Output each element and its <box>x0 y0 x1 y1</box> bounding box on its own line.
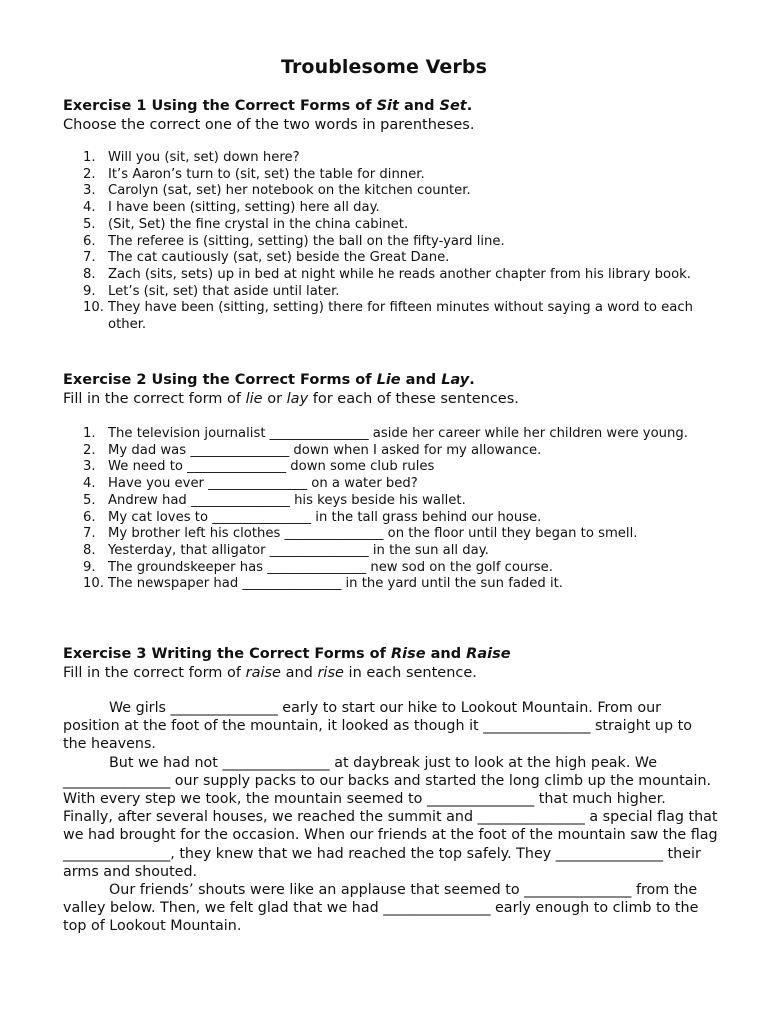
item-text: I have been (sitting, setting) here all day. <box>108 200 380 216</box>
item-text: The newspaper had _______________ in the yard until the sun faded it. <box>108 576 564 592</box>
item-text: They have been (sitting, setting) there for fifteen minutes without saying a word to each other. <box>108 300 693 333</box>
exercise-3-heading <box>63 644 718 664</box>
exercise-1-heading-text: Exercise 1 Using the Correct Forms of <box>63 98 377 114</box>
exercise-2-heading-period: . <box>469 372 475 388</box>
exercise-1-list <box>63 150 718 334</box>
item-number: 8. <box>83 542 96 558</box>
item-text: Carolyn (sat, set) her notebook on the kitchen counter. <box>108 183 471 199</box>
exercise-1-heading <box>63 96 718 116</box>
item-number: 10. <box>83 576 104 592</box>
exercise-3-instruction-rise: rise <box>317 665 344 681</box>
item-number: 4. <box>83 476 96 492</box>
item-text: Zach (sits, sets) up in bed at night while he reads another chapter from his library book. <box>108 266 691 282</box>
list-item <box>63 217 718 234</box>
exercise-2-heading-text: Exercise 2 Using the Correct Forms of <box>63 372 377 388</box>
exercise-3-word-raise: Raise <box>466 646 511 662</box>
list-item <box>63 560 718 577</box>
exercise-1-instruction: Choose the correct one of the two words in parentheses. <box>63 117 475 133</box>
item-text: Andrew had _______________ his keys beside his wallet. <box>108 492 466 508</box>
list-item <box>63 476 718 493</box>
item-text: My dad was _______________ down when I asked for my allowance. <box>108 442 542 458</box>
list-item <box>63 234 718 251</box>
exercise-3-paragraph-3: Our friends’ shouts were like an applause that seemed to _______________ from the valley below. Then, we felt glad that we had _______________ early enough to climb to the top of Lookout Mountain. <box>63 882 699 935</box>
list-item <box>63 300 718 333</box>
exercise-1 <box>63 96 718 334</box>
item-text: Yesterday, that alligator _______________ in the sun all day. <box>108 542 489 558</box>
item-text: Have you ever _______________ on a water bed? <box>108 476 418 492</box>
exercise-3-paragraph-2: But we had not _______________ at daybreak just to look at the high peak. We _______________ our supply packs to our backs and started the long climb up the mountain. With every step we took, the mountain seemed to _______________ that much higher. Finally, after several houses, we reached the summit and _______________ a special flag that we had brought for the occasion. When our friends at the foot of the mountain saw the flag _______________, they knew that we had reached the top safely. They _______________ their arms and shouted. <box>63 754 718 880</box>
item-number: 5. <box>83 216 96 232</box>
item-number: 3. <box>83 183 96 199</box>
exercise-2-instruction-end: for each of these sentences. <box>308 391 519 407</box>
list-item <box>63 576 718 593</box>
list-item <box>63 493 718 510</box>
exercise-2-instruction-text: Fill in the correct form of <box>63 391 246 407</box>
exercise-2-instruction <box>63 390 718 409</box>
exercise-2-instruction-lay: lay <box>286 391 309 407</box>
list-item <box>63 150 718 167</box>
exercise-3-instruction-end: in each sentence. <box>343 665 477 681</box>
item-text: My brother left his clothes _______________ on the floor until they began to smell. <box>108 526 638 542</box>
exercise-2-instruction-lie: lie <box>245 391 263 407</box>
list-item <box>63 526 718 543</box>
item-number: 6. <box>83 509 96 525</box>
exercise-3 <box>63 644 718 936</box>
item-text: Will you (sit, set) down here? <box>108 150 300 165</box>
page-title: Troublesome Verbs <box>280 56 487 78</box>
exercise-2-heading <box>63 370 718 390</box>
item-number: 10. <box>83 300 104 316</box>
exercise-3-instruction-raise: raise <box>245 665 281 681</box>
item-text: (Sit, Set) the fine crystal in the china cabinet. <box>108 216 409 232</box>
list-item <box>63 167 718 184</box>
exercise-2-word-lay: Lay <box>441 372 470 388</box>
list-item <box>63 250 718 267</box>
item-text: The groundskeeper has _______________ new sod on the golf course. <box>108 559 553 575</box>
item-text: The referee is (sitting, setting) the ball on the fifty-yard line. <box>108 233 505 249</box>
item-number: 2. <box>83 166 96 182</box>
item-number: 9. <box>83 283 96 299</box>
exercise-3-instruction-text: Fill in the correct form of <box>63 665 246 681</box>
exercise-3-instruction-and: and <box>280 665 318 681</box>
item-number: 1. <box>83 150 96 165</box>
list-item <box>63 510 718 527</box>
item-number: 6. <box>83 233 96 249</box>
item-text: My cat loves to _______________ in the tall grass behind our house. <box>108 509 542 525</box>
list-item <box>63 284 718 301</box>
item-text: Let’s (sit, set) that aside until later. <box>108 283 340 299</box>
item-number: 5. <box>83 492 96 508</box>
exercise-2 <box>63 370 718 593</box>
exercise-3-paragraph-1: We girls _______________ early to start our hike to Lookout Mountain. From our position at the foot of the mountain, it looked as though it _______________ straight up to the heavens. <box>63 700 692 753</box>
item-number: 7. <box>83 250 96 266</box>
item-number: 9. <box>83 559 96 575</box>
item-number: 8. <box>83 266 96 282</box>
item-number: 7. <box>83 526 96 542</box>
list-item <box>63 543 718 560</box>
item-text: We need to _______________ down some club rules <box>108 459 435 475</box>
exercise-3-instruction <box>63 664 718 683</box>
exercise-3-heading-and: and <box>425 646 467 662</box>
list-item <box>63 267 718 284</box>
exercise-1-word-sit: Sit <box>376 98 399 114</box>
list-item <box>63 459 718 476</box>
exercise-2-heading-and: and <box>400 372 442 388</box>
item-number: 3. <box>83 459 96 475</box>
exercise-1-word-set: Set <box>439 98 467 114</box>
exercise-3-heading-text: Exercise 3 Writing the Correct Forms of <box>63 646 391 662</box>
item-text: The cat cautiously (sat, set) beside the Great Dane. <box>108 250 450 266</box>
exercise-2-instruction-or: or <box>262 391 287 407</box>
list-item <box>63 200 718 217</box>
item-text: The television journalist _______________ aside her career while her children were young. <box>108 426 688 441</box>
exercise-3-word-rise: Rise <box>390 646 426 662</box>
item-number: 2. <box>83 442 96 458</box>
item-number: 1. <box>83 426 96 441</box>
list-item <box>63 443 718 460</box>
item-text: It’s Aaron’s turn to (sit, set) the table for dinner. <box>108 166 425 182</box>
list-item <box>63 426 718 443</box>
exercise-2-word-lie: Lie <box>376 372 401 388</box>
item-number: 4. <box>83 200 96 216</box>
exercise-2-list <box>63 426 718 593</box>
exercise-1-heading-and: and <box>398 98 440 114</box>
exercise-1-heading-period: . <box>466 98 473 114</box>
list-item <box>63 183 718 200</box>
